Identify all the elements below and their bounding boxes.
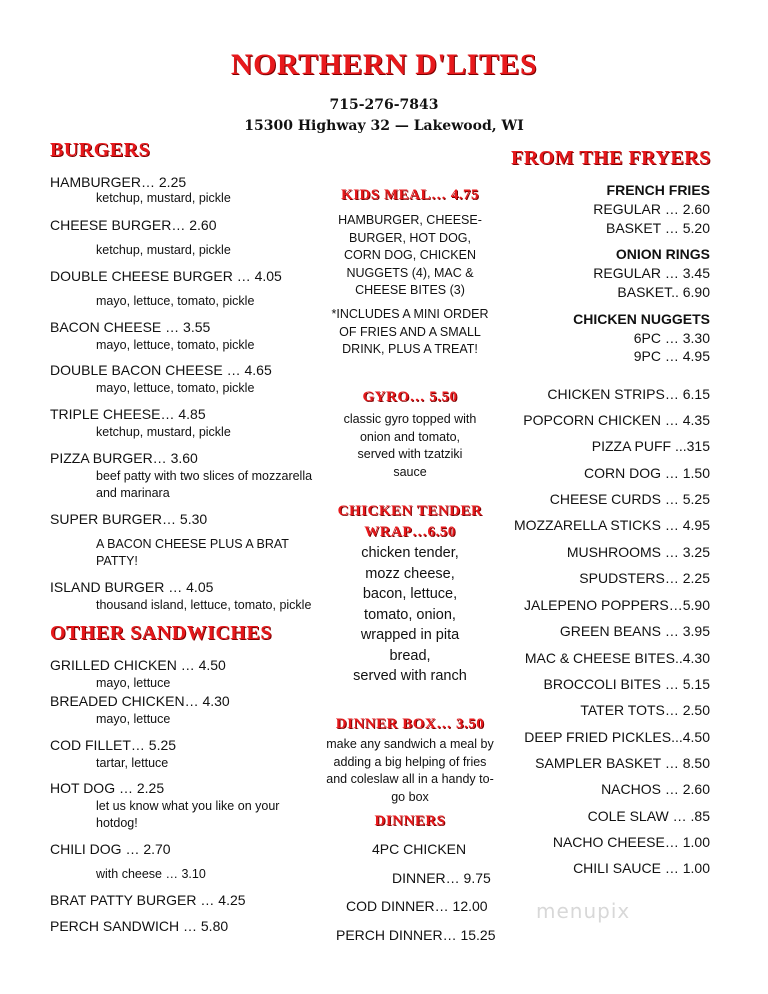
text-line: CHEESE BITES (3): [355, 283, 465, 297]
text-line: and coleslaw all in a handy to-: [326, 772, 494, 786]
text-line: OF FRIES AND A SMALL: [339, 324, 481, 339]
text-line: sauce: [393, 464, 427, 479]
fryer-item: MUSHROOMS … 3.25: [566, 544, 710, 560]
kids-meal-heading: KIDS MEAL… 4.75: [341, 187, 479, 203]
menu-item-name: HAMBURGER… 2.25: [50, 174, 187, 190]
text-line: served with ranch: [353, 668, 467, 684]
address: 15300 Highway 32 — Lakewood, WI: [244, 118, 524, 134]
menu-item-desc: mayo, lettuce, tomato, pickle: [96, 294, 255, 308]
menu-item-name: SUPER BURGER… 5.30: [50, 511, 208, 527]
fryer-item: MAC & CHEESE BITES..4.30: [524, 650, 710, 666]
fryer-item: TATER TOTS… 2.50: [580, 702, 710, 718]
fryer-item: SAMPLER BASKET … 8.50: [535, 755, 710, 771]
menu-item-desc: A BACON CHEESE PLUS A BRAT: [96, 537, 289, 551]
fryer-item: JALEPENO POPPERS…5.90: [524, 597, 710, 613]
fryer-item: POPCORN CHICKEN … 4.35: [523, 412, 710, 428]
fryer-item: CHICKEN STRIPS… 6.15: [547, 386, 710, 402]
text-line: chicken tender,: [361, 545, 459, 561]
text-line: wrapped in pita: [360, 627, 460, 643]
fryer-item: PIZZA PUFF ...315: [591, 438, 710, 454]
fryer-item: SPUDSTERS… 2.25: [579, 570, 710, 586]
menu-item-desc: hotdog!: [96, 816, 138, 830]
other-sandwiches-heading: OTHER SANDWICHES: [50, 622, 272, 644]
fryer-group-line: REGULAR … 2.60: [593, 201, 710, 217]
text-line: make any sandwich a meal by: [326, 737, 494, 751]
menu-item-desc: tartar, lettuce: [96, 756, 169, 770]
menu-item-name: GRILLED CHICKEN … 4.50: [50, 657, 226, 673]
menu-item-name: BACON CHEESE … 3.55: [50, 319, 211, 335]
kids-meal-description: [300, 212, 520, 300]
menu-item-name: BREADED CHICKEN… 4.30: [50, 693, 230, 709]
menu-item-desc: beef patty with two slices of mozzarella: [96, 469, 313, 483]
menu-item-desc: mayo, lettuce: [96, 712, 171, 726]
menu-item-name: TRIPLE CHEESE… 4.85: [50, 406, 206, 422]
text-line: DRINK, PLUS A TREAT!: [342, 342, 478, 356]
dinners-heading: DINNERS: [374, 813, 446, 829]
menu-item-desc: let us know what you like on your: [96, 799, 280, 813]
burgers-heading: BURGERS: [50, 139, 151, 161]
menu-item-name: CHEESE BURGER… 2.60: [50, 217, 217, 233]
menu-item-name: BRAT PATTY BURGER … 4.25: [50, 892, 246, 908]
fryer-item: NACHOS … 2.60: [601, 781, 710, 797]
fryer-item: GREEN BEANS … 3.95: [559, 623, 710, 639]
fryer-item: DEEP FRIED PICKLES...4.50: [524, 729, 710, 745]
text-line: bread,: [389, 647, 431, 664]
restaurant-title: NORTHERN D'LITES: [230, 48, 538, 81]
gyro-heading: GYRO… 5.50: [362, 389, 458, 405]
text-line: go box: [391, 789, 429, 804]
menupix-watermark: menupix: [536, 899, 631, 923]
fryer-item: CORN DOG … 1.50: [583, 465, 710, 481]
fryer-item: COLE SLAW … .85: [587, 808, 710, 824]
text-line: bacon, lettuce,: [362, 586, 458, 602]
dinner-line: 4PC CHICKEN: [372, 841, 467, 857]
phone-number: 715-276-7843: [329, 97, 439, 113]
menu-item-name: ISLAND BURGER … 4.05: [50, 579, 214, 595]
wrap-description: [310, 543, 510, 687]
text-line: served with tzatziki: [357, 447, 463, 461]
menu-item-desc: PATTY!: [96, 554, 138, 568]
fryer-group-line: 9PC … 4.95: [633, 348, 710, 364]
text-line: CORN DOG, CHICKEN: [344, 248, 476, 262]
menu-item-desc: ketchup, mustard, pickle: [96, 425, 231, 439]
dinner-line: PERCH DINNER… 15.25: [336, 927, 496, 943]
menu-item-name: DOUBLE CHEESE BURGER … 4.05: [50, 268, 282, 284]
text-line: mozz cheese,: [365, 565, 455, 582]
menu-item-desc: ketchup, mustard, pickle: [96, 243, 231, 257]
fryer-item: BROCCOLI BITES … 5.15: [543, 676, 710, 692]
text-line: adding a big helping of fries: [333, 754, 487, 769]
fryer-group-line: REGULAR … 3.45: [593, 265, 710, 281]
menu-item-desc: and marinara: [96, 486, 170, 500]
kids-meal-note: [300, 306, 520, 359]
menu-item-name: PERCH SANDWICH … 5.80: [50, 918, 229, 934]
menu-item-desc: mayo, lettuce: [96, 676, 171, 690]
dinner-line: COD DINNER… 12.00: [346, 898, 488, 914]
text-line: NUGGETS (4), MAC &: [346, 265, 474, 280]
menu-item-name: DOUBLE BACON CHEESE … 4.65: [50, 362, 272, 378]
text-line: HAMBURGER, CHEESE-: [338, 213, 482, 227]
menu-item-desc: mayo, lettuce, tomato, pickle: [96, 338, 255, 352]
text-line: BURGER, HOT DOG,: [348, 230, 471, 245]
menu-item-name: CHILI DOG … 2.70: [50, 841, 171, 857]
fryer-item: NACHO CHEESE… 1.00: [552, 834, 710, 850]
text-line: onion and tomato,: [359, 429, 461, 444]
fryer-item: CHILI SAUCE … 1.00: [573, 860, 710, 876]
text-line: classic gyro topped with: [343, 412, 477, 426]
fryer-group-name: CHICKEN NUGGETS: [573, 311, 710, 327]
gyro-description: [305, 411, 515, 481]
menu-item-name: HOT DOG … 2.25: [50, 780, 165, 796]
menu-item-desc: thousand island, lettuce, tomato, pickle: [96, 598, 312, 612]
fryer-item: MOZZARELLA STICKS … 4.95: [513, 517, 710, 533]
menu-item-desc: with cheese … 3.10: [96, 867, 206, 881]
fryer-group-name: FRENCH FRIES: [606, 182, 710, 198]
wrap-heading-price: WRAP…6.50: [364, 524, 456, 540]
text-line: *INCLUDES A MINI ORDER: [331, 307, 489, 321]
menu-item-name: COD FILLET… 5.25: [50, 737, 177, 753]
fryers-heading: FROM THE FRYERS: [511, 147, 711, 169]
fryer-group-line: 6PC … 3.30: [633, 330, 710, 346]
dinner-line: DINNER… 9.75: [392, 870, 491, 886]
dinner-box-heading: DINNER BOX… 3.50: [335, 716, 485, 732]
menu-item-desc: mayo, lettuce, tomato, pickle: [96, 381, 255, 395]
menu-item-name: PIZZA BURGER… 3.60: [50, 450, 198, 466]
fryer-group-name: ONION RINGS: [615, 246, 710, 262]
fryer-group-line: BASKET … 5.20: [605, 220, 710, 236]
fryer-group-line: BASKET.. 6.90: [617, 284, 710, 300]
fryer-item: CHEESE CURDS … 5.25: [549, 491, 710, 507]
menu-item-desc: ketchup, mustard, pickle: [96, 191, 231, 205]
wrap-heading: CHICKEN TENDER: [337, 503, 483, 519]
dinner-box-description: [300, 736, 520, 806]
text-line: tomato, onion,: [364, 606, 456, 623]
